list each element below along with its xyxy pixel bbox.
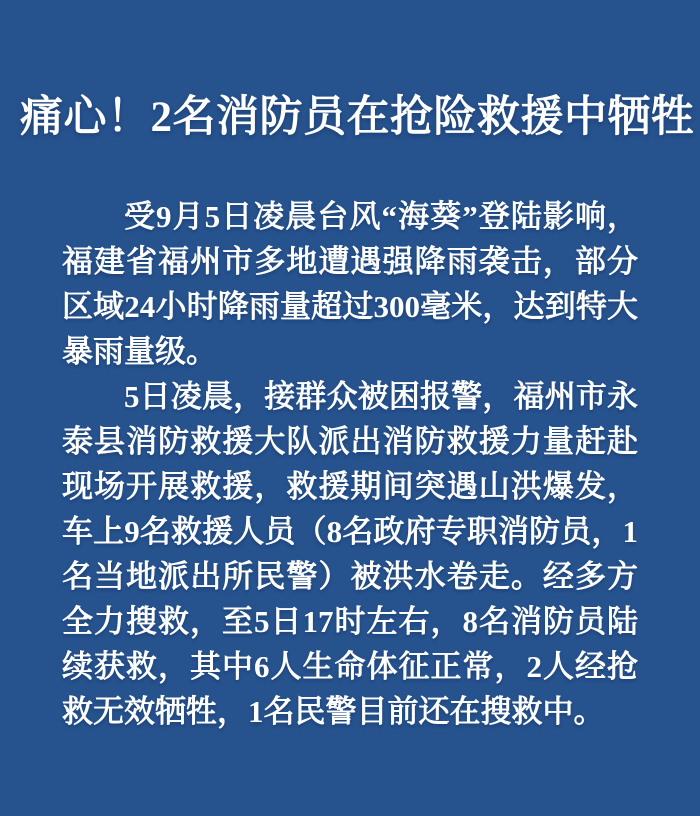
- body-paragraph-1: 受9月5日凌晨台风“海葵”登陆影响，福建省福州市多地遭遇强降雨袭击，部分区域24小时降雨量超过300毫米，达到特大暴雨量级。: [62, 198, 638, 369]
- headline: 痛心！2名消防员在抢险救援中牺牲: [20, 94, 695, 141]
- body-paragraph-2: 5日凌晨，接群众被困报警，福州市永泰县消防救援大队派出消防救援力量赶赴现场开展救援，救援期间突遇山洪爆发，车上9名救援人员（8名政府专职消防员，1名当地派出所民警）被洪水卷走。经多方全力搜救，至5日17时左右，8名消防员陆续获救，其中6人生命体征正常，2人经抢救无效牺牲，1名民警目前还在搜救中。: [62, 378, 638, 729]
- article-body: [0, 194, 700, 734]
